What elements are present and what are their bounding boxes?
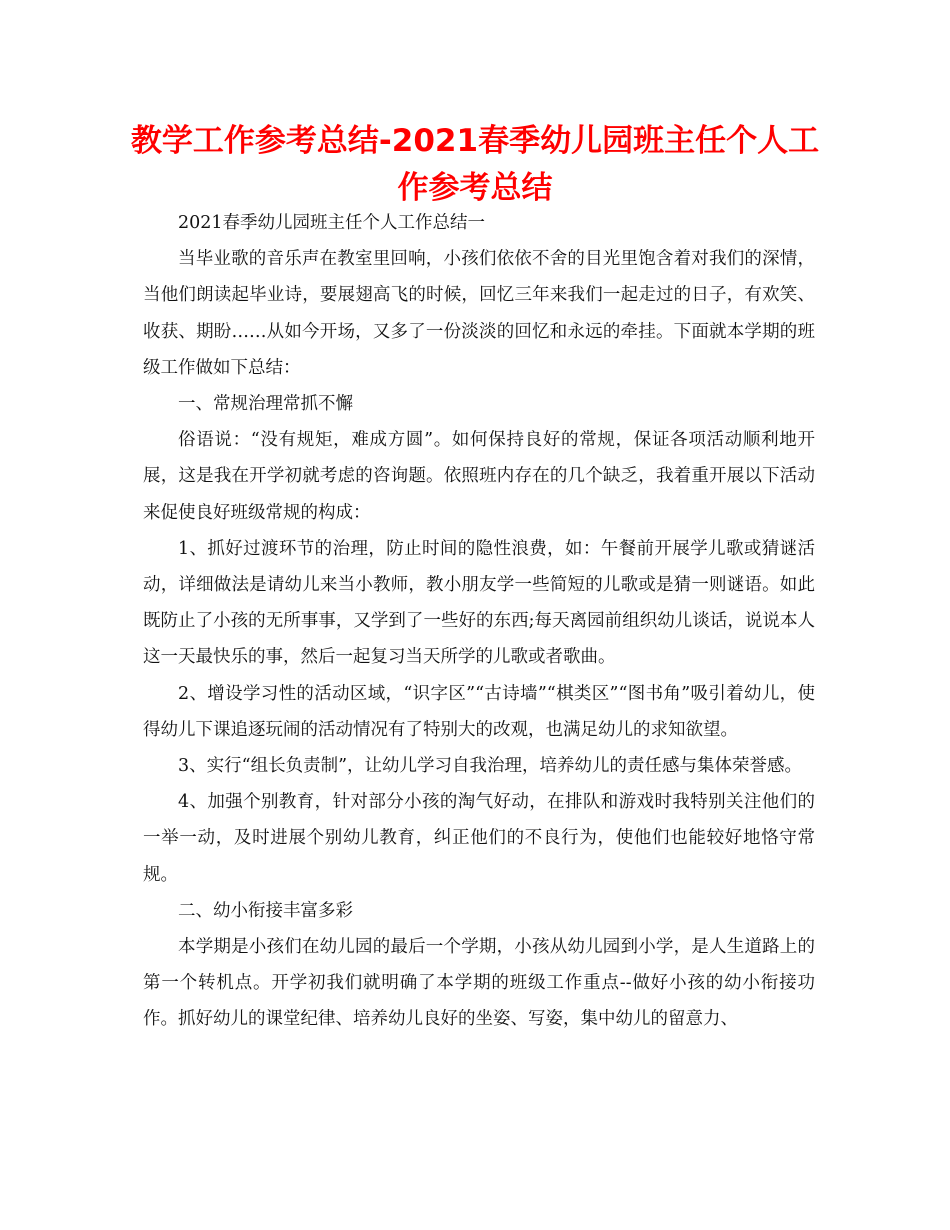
list-item: 2、增设学习性的活动区域，“识字区”“古诗墙”“棋类区”“图书角”吸引着幼儿，使得幼儿下课追逐玩闹的活动情况有了特别大的改观，也满足幼儿的求知欲望。 [143,683,815,740]
list-item: 4、加强个别教育，针对部分小孩的淘气好动，在排队和游戏时我特别关注他们的一举一动，及时进展个别幼儿教育，纠正他们的不良行为，使他们也能较好地恪守常规。 [143,792,815,885]
document-title: 教学工作参考总结-2021春季幼儿园班主任个人工作参考总结 [130,123,820,206]
paragraph: 本学期是小孩们在幼儿园的最后一个学期，小孩从幼儿园到小学，是人生道路上的第一个转机点。开学初我们就明确了本学期的班级工作重点--做好小孩的幼小衔接功作。抓好幼儿的课堂纪律、培养幼儿良好的坐姿、写姿，集中幼儿的留意力、 [143,937,815,1030]
list-item: 3、实行“组长负责制”，让幼儿学习自我治理，培养幼儿的责任感与集体荣誉感。 [178,756,803,777]
section-heading: 二、幼小衔接丰富多彩 [178,900,353,921]
paragraph-subtitle: 2021春季幼儿园班主任个人工作总结一 [178,213,486,233]
document-body [143,205,815,1038]
list-item: 1、抓好过渡环节的治理，防止时间的隐性浪费，如：午餐前开展学儿歌或猜谜活动，详细做法是请幼儿来当小教师，教小朋友学一些简短的儿歌或是猜一则谜语。如此既防止了小孩的无所事事，又学到了一些好的东西;每天离园前组织幼儿谈话，说说本人这一天最快乐的事，然后一起复习当天所学的儿歌或者歌曲。 [143,538,815,668]
paragraph: 当毕业歌的音乐声在教室里回响，小孩们依依不舍的目光里饱含着对我们的深情，当他们朗读起毕业诗，要展翅高飞的时候，回忆三年来我们一起走过的日子，有欢笑、收获、期盼……从如今开场，又多了一份淡淡的回忆和永远的牵挂。下面就本学期的班级工作做如下总结： [143,249,815,378]
section-heading: 一、常规治理常抓不懈 [178,394,353,415]
paragraph: 俗语说：“没有规矩，难成方圆”。如何保持良好的常规，保证各项活动顺利地开展，这是我在开学初就考虑的咨询题。依照班内存在的几个缺乏，我着重开展以下活动来促使良好班级常规的构成： [143,430,815,523]
